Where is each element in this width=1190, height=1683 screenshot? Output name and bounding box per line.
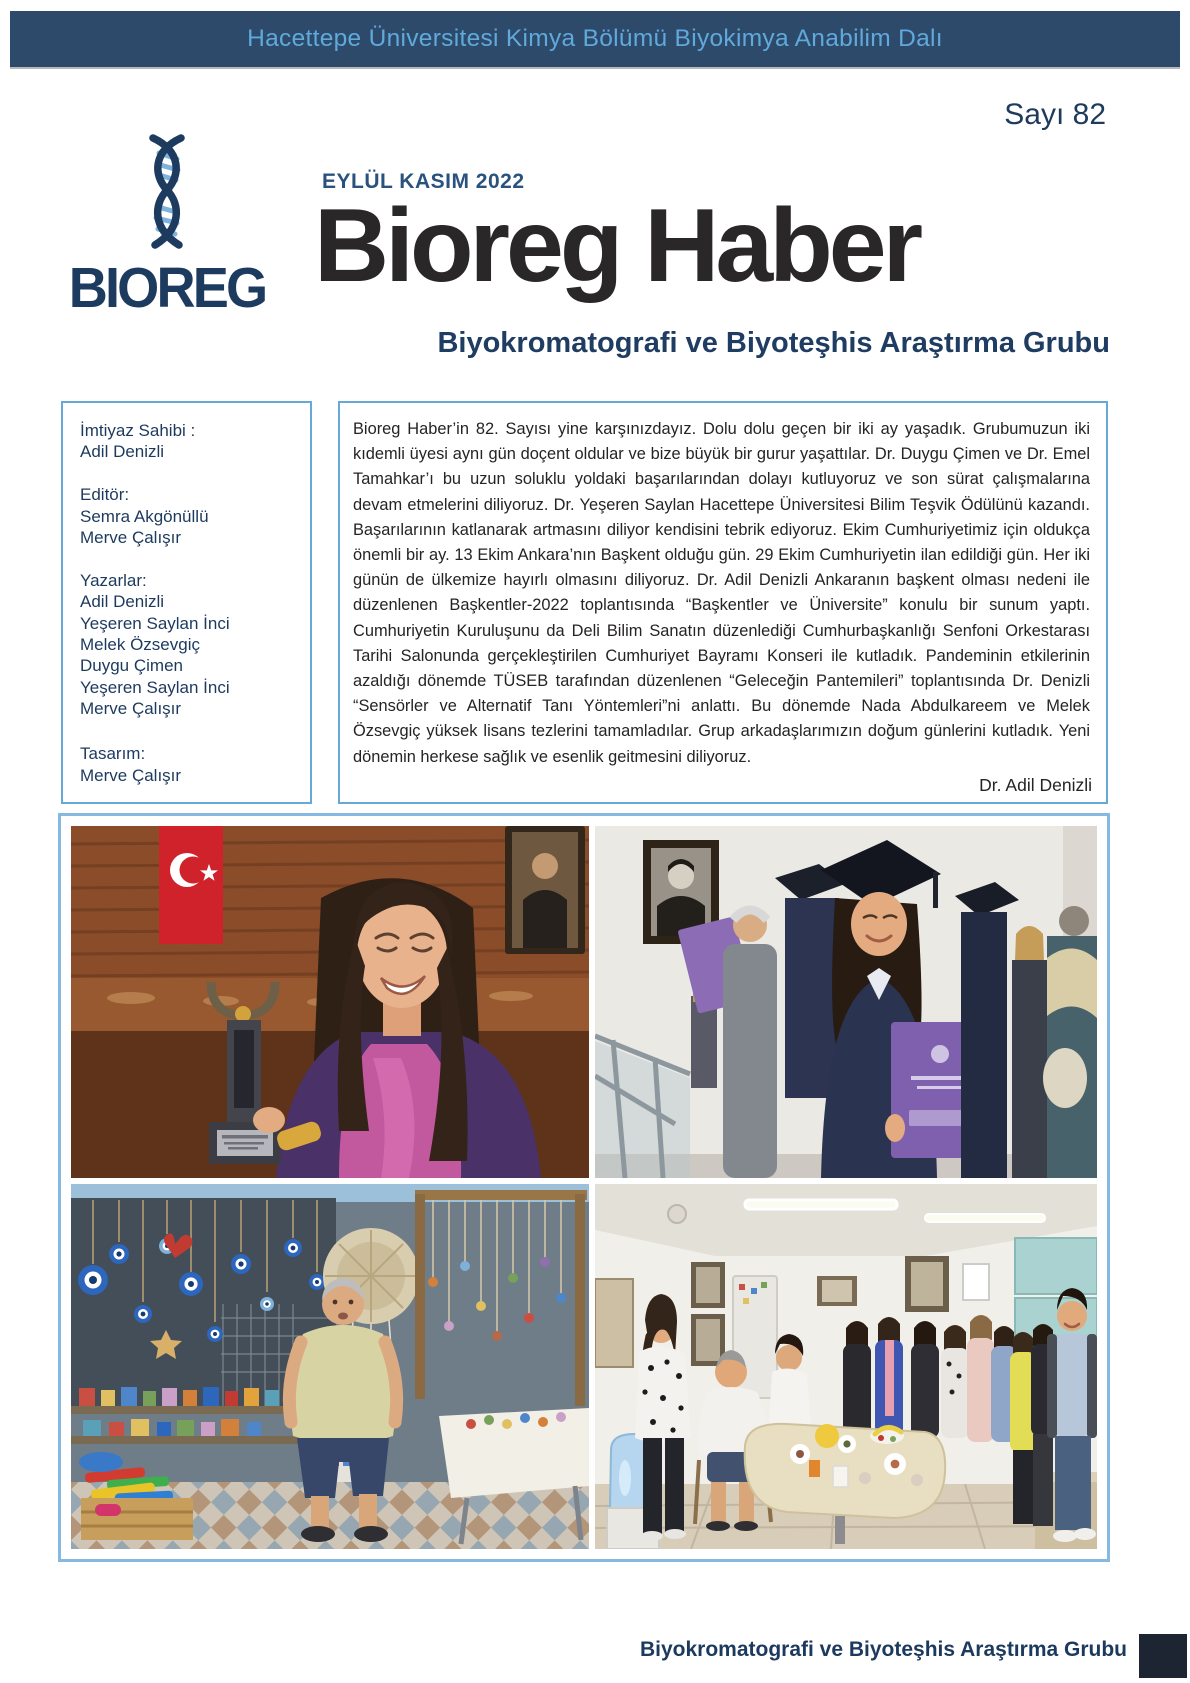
newsletter-subtitle: Biyokromatografi ve Biyoteşhis Araştırma Grubu <box>437 327 1110 359</box>
credit-line: Melek Özsevgiç <box>80 635 200 655</box>
editorial-signature: Dr. Adil Denizli <box>979 775 1092 795</box>
credit-line: Adil Denizli <box>80 442 165 462</box>
credit-line <box>80 548 296 569</box>
credit-line <box>80 463 296 484</box>
credit-line: Editör: <box>80 485 130 505</box>
credits-design-list <box>80 743 296 786</box>
group-gathering-illustration <box>595 1184 1097 1549</box>
newsletter-title: Bioreg Haber <box>314 188 920 304</box>
credit-line: Tasarım: <box>80 744 146 764</box>
top-banner <box>10 11 1180 67</box>
credit-line: Yazarlar: <box>80 570 147 590</box>
editorial-text: Bioreg Haber’in 82. Sayısı yine karşınızdayız. Dolu dolu geçen bir iki ay yaşadık. Grubumuzun iki kıdemli üyesi aynı gün doçent oldular ve bize büyük bir gurur yaşattılar. Dr. Duygu Çimen ve Dr. Emel Tamahkar’ı bu uzun soluklu yoldaki başarılarından dolayı kutluyoruz ve son sürat çalışmalarına devam etmelerini diliyoruz. Dr. Yeşeren Saylan Hacettepe Üniversitesi Bilim Teşvik Ödülünü kazandı. Başarılarının katlanarak artmasını diliyor kendisini tebrik ediyoruz. Ekim Cumhuriyetimiz için oldukça önemli bir ay. 13 Ekim Ankara’nın Başkent olduğu gün. 29 Ekim Cumhuriyetin ilan edildiği gün. Her iki günün de ülkemize hayırlı olmasını diliyoruz. Dr. Adil Denizli Ankaranın başkent olması nedeni ile düzenlenen Başkentler-2022 toplantısında “Başkentler ve Üniversite” konulu bir sunum yaptı. Cumhuriyetin Kuruluşunu da Deli Bilim Sanatın düzenlediği Cumhurbaşkanlığı Senfoni Orkestarası Tarihi Salonunda gerçekleştirilen Cumhuriyet Bayramı Konseri ile kutladık. Pandeminin etkilerinin azaldığı dönemde TÜSEB tarafından düzenlenen “Geleceğin Pantemileri” toplantısında Dr. Denizli “Sensörler ve Alternatif Tanı Yöntemleri”ni anlattı. Bu dönemde Nada Abdulkareem ve Melek Özsevgiç yüksek lisans tezlerini tamamladılar. Grup arkadaşlarımızın doğum günlerini kutladık. Yeni dönemin herkese sağlık ve esenlik geitmesini diliyoruz. <box>353 420 1090 766</box>
photo-grid <box>71 826 1097 1549</box>
teal-cabinets <box>1015 1238 1097 1346</box>
credits-box <box>61 401 312 804</box>
issue-number: Sayı 82 <box>1004 98 1106 131</box>
credit-line: Semra Akgönüllü <box>80 506 209 526</box>
turkish-flag <box>159 826 223 944</box>
bioreg-logo <box>58 133 276 321</box>
graduation-ceremony-photo <box>595 826 1097 1178</box>
background-portrait <box>505 826 585 954</box>
far-right-figure <box>1043 906 1097 1178</box>
credit-line: Merve Çalışır <box>80 699 182 719</box>
editorial-box <box>338 401 1108 804</box>
dna-helix-icon <box>135 133 199 251</box>
credit-line: Duygu Çimen <box>80 656 183 676</box>
footer-group-name: Biyokromatografi ve Biyoteşhis Araştırma Grubu <box>639 1638 1127 1661</box>
award-ceremony-photo <box>71 826 589 1178</box>
banner-title: Hacettepe Üniversitesi Kimya Bölümü Biyokimya Anabilim Dalı <box>247 25 943 52</box>
credit-line: Yeşeren Saylan İnci <box>80 613 230 633</box>
market-illustration <box>71 1184 589 1549</box>
credit-line: İmtiyaz Sahibi : <box>80 421 196 440</box>
issue-dateline: EYLÜL KASIM 2022 <box>322 170 525 193</box>
graduation-illustration <box>595 826 1097 1178</box>
credit-line: Adil Denizli <box>80 592 165 612</box>
credit-line: Merve Çalışır <box>80 528 182 548</box>
credit-line: Yeşeren Saylan İnci <box>80 677 230 697</box>
credits-list <box>80 420 296 720</box>
award-ceremony-illustration <box>71 826 589 1178</box>
footer-accent-square <box>1139 1634 1187 1678</box>
credits-spacer <box>80 720 296 744</box>
souvenir-market-photo <box>71 1184 589 1549</box>
photo-collage <box>58 813 1110 1562</box>
credit-line: Merve Çalışır <box>80 765 182 785</box>
logo-wordmark: BIOREG <box>68 256 266 320</box>
group-gathering-photo <box>595 1184 1097 1549</box>
grey-suit-man <box>723 908 777 1178</box>
